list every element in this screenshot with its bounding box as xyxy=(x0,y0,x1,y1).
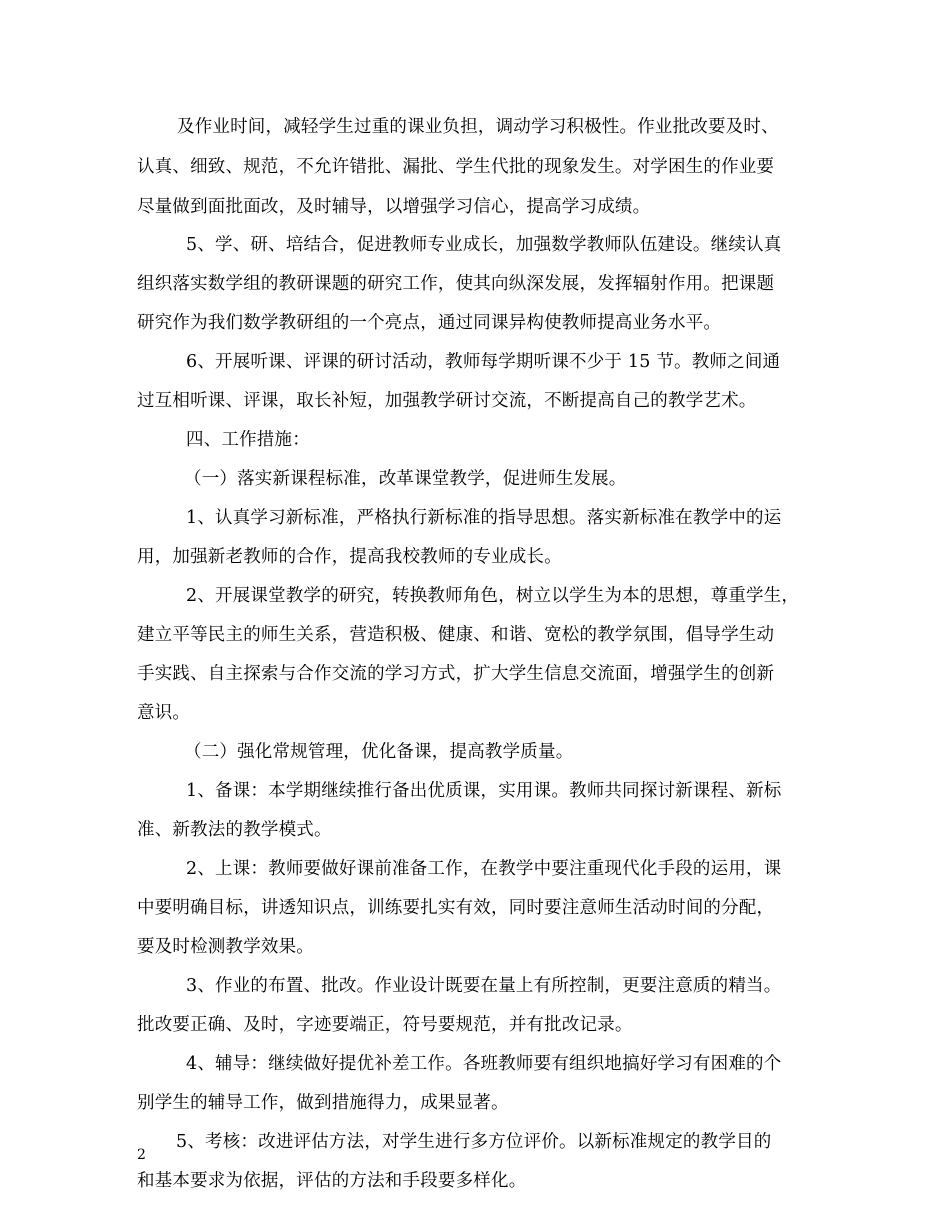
text-line-8: 过互相听课、评课，取长补短，加强教学研讨交流，不断提高自己的教学艺术。 xyxy=(137,391,757,411)
text-line-28: 和基本要求为依据，评估的方法和手段要多样化。 xyxy=(137,1171,527,1191)
text-line-23: 3、作业的布置、批改。作业设计既要在量上有所控制，更要注意质的精当。 xyxy=(186,976,782,996)
text-line-3: 尽量做到面批面改，及时辅导，以增强学习信心，提高学习成绩。 xyxy=(137,197,651,217)
text-line-15: 手实践、自主探索与合作交流的学习方式，扩大学生信息交流面，增强学生的创新 xyxy=(137,664,775,684)
text-line-26: 别学生的辅导工作，做到措施得力，成果显著。 xyxy=(137,1093,509,1113)
subsection-heading-2: （二）强化常规管理，优化备课，提高教学质量。 xyxy=(184,742,574,762)
text-line-6: 研究作为我们数学教研组的一个亮点，通过同课异构使教师提高业务水平。 xyxy=(137,313,722,333)
text-line-22: 要及时检测教学效果。 xyxy=(137,937,314,957)
text-line-20: 2、上课：教师要做好课前准备工作，在教学中要注重现代化手段的运用，课 xyxy=(186,859,782,879)
text-line-19: 准、新教法的教学模式。 xyxy=(137,820,332,840)
text-line-7: 6、开展听课、评课的研讨活动，教师每学期听课不少于 15 节。教师之间通 xyxy=(186,352,781,372)
subsection-heading-1: （一）落实新课程标准，改革课堂教学，促进师生发展。 xyxy=(184,469,627,489)
text-line-2: 认真、细致、规范，不允许错批、漏批、学生代批的现象发生。对学困生的作业要 xyxy=(137,157,775,177)
text-line-5: 组织落实数学组的教研课题的研究工作，使其向纵深发展，发挥辐射作用。把课题 xyxy=(137,274,775,294)
text-line-1: 及作业时间，减轻学生过重的课业负担，调动学习积极性。作业批改要及时、 xyxy=(177,117,779,137)
text-line-18: 1、备课：本学期继续推行备出优质课，实用课。教师共同探讨新课程、新标 xyxy=(186,781,782,801)
text-line-14: 建立平等民主的师生关系，营造积极、健康、和谐、宽松的教学氛围，倡导学生动 xyxy=(137,625,775,645)
text-line-12: 用，加强新老教师的合作，提高我校教师的专业成长。 xyxy=(137,547,562,567)
text-line-24: 批改要正确、及时，字迹要端正，符号要规范，并有批改记录。 xyxy=(137,1015,633,1035)
text-line-21: 中要明确目标，讲透知识点，训练要扎实有效，同时要注意师生活动时间的分配， xyxy=(137,898,775,918)
text-line-16: 意识。 xyxy=(137,703,191,723)
page-number: 2 xyxy=(137,1147,146,1163)
section-heading-4: 四、工作措施： xyxy=(186,430,310,450)
text-line-4: 5、学、研、培结合，促进教师专业成长，加强数学教师队伍建设。继续认真 xyxy=(186,235,782,255)
text-line-11: 1、认真学习新标准，严格执行新标准的指导思想。落实新标准在教学中的运 xyxy=(186,508,782,528)
text-line-13: 2、开展课堂教学的研究，转换教师角色，树立以学生为本的思想，尊重学生， xyxy=(186,586,800,606)
text-line-25: 4、辅导：继续做好提优补差工作。各班教师要有组织地搞好学习有困难的个 xyxy=(186,1054,782,1074)
text-line-27: 5、考核：改进评估方法，对学生进行多方位评价。以新标准规定的教学目的 xyxy=(176,1132,772,1152)
